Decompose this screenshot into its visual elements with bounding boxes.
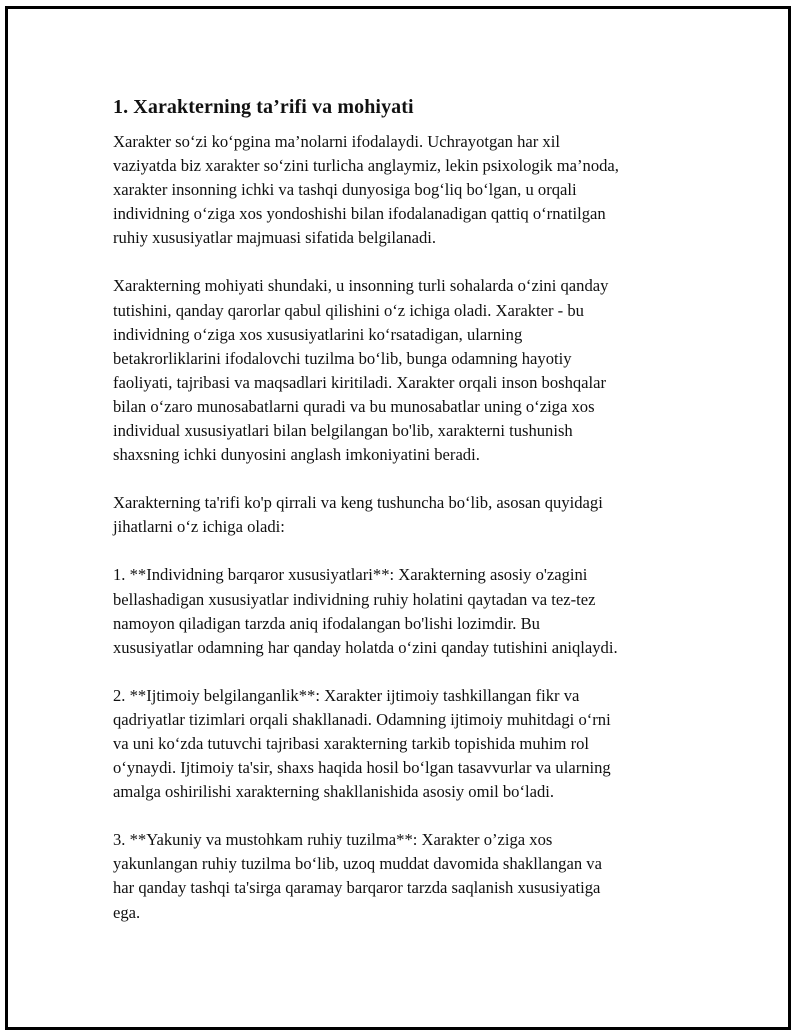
document-body [113, 95, 693, 949]
section-heading: 1. Xarakterning ta’rifi va mohiyati [113, 96, 414, 118]
paragraph-definition: Xarakter so‘zi ko‘pgina ma’nolarni ifodalaydi. Uchrayotgan har xil vaziyatda biz xarakter so‘zini turlicha anglaymiz, lekin psixologik ma’noda, xarakter insonning ichki va tashqi dunyosiga bog‘liq bo‘lgan, u orqali individning o‘ziga xos yondoshishi bilan ifodalanadigan qattiq o‘rnatilgan ruhiy xususiyatlar majmuasi sifatida belgilanadi. [113, 132, 619, 248]
paragraph-item-2: 2. **Ijtimoiy belgilanganlik**: Xarakter ijtimoiy tashkillangan fikr va qadriyatlar tizimlari orqali shakllanadi. Odamning ijtimoiy muhitdagi o‘rni va uni ko‘zda tutuvchi tajribasi xarakterning tarkib topishida muhim rol o‘ynaydi. Ijtimoiy ta'sir, shaxs haqida hosil bo‘lgan tasavvurlar va ularning amalga oshirilishi xarakterning shakllanishida asosiy omil bo‘ladi. [113, 685, 611, 802]
paragraph-item-1: 1. **Individning barqaror xususiyatlari**: Xarakterning asosiy o'zagini bellashadigan xususiyatlar individning ruhiy holatini qaytadan va tez-tez namoyon qiladigan tarzda aniq ifodalangan bo'lishi lozimdir. Bu xususiyatlar odamning har qanday holatda o‘zini qanday tutishini aniqlaydi. [113, 565, 618, 657]
paragraph-item-3: 3. **Yakuniy va mustohkam ruhiy tuzilma**: Xarakter o’ziga xos yakunlangan ruhiy tuzilma bo‘lib, uzoq muddat davomida shakllangan va har qanday tashqi ta'sirga qaramay barqaror tarzda saqlanish xususiyatiga ega. [113, 830, 602, 922]
paragraph-essence: Xarakterning mohiyati shundaki, u insonning turli sohalarda o‘zini qanday tutishini, qanday qarorlar qabul qilishini o‘z ichiga oladi. Xarakter - bu individning o‘ziga xos xususiyatlarini ko‘rsatadigan, ularning betakrorliklarini ifodalovchi tuzilma bo‘lib, bunga odamning hayotiy faoliyati, tajribasi va maqsadlari kiritiladi. Xarakter orqali inson boshqalar bilan o‘zaro munosabatlarni quradi va bu munosabatlar uning o‘ziga xos individual xususiyatlari bilan belgilangan bo'lib, xarakterni tushunish shaxsning ichki dunyosini anglash imkoniyatini beradi. [113, 276, 609, 465]
paragraph-aspects-intro: Xarakterning ta'rifi ko'p qirrali va keng tushuncha bo‘lib, asosan quyidagi jihatlarni o‘z ichiga oladi: [113, 493, 603, 537]
